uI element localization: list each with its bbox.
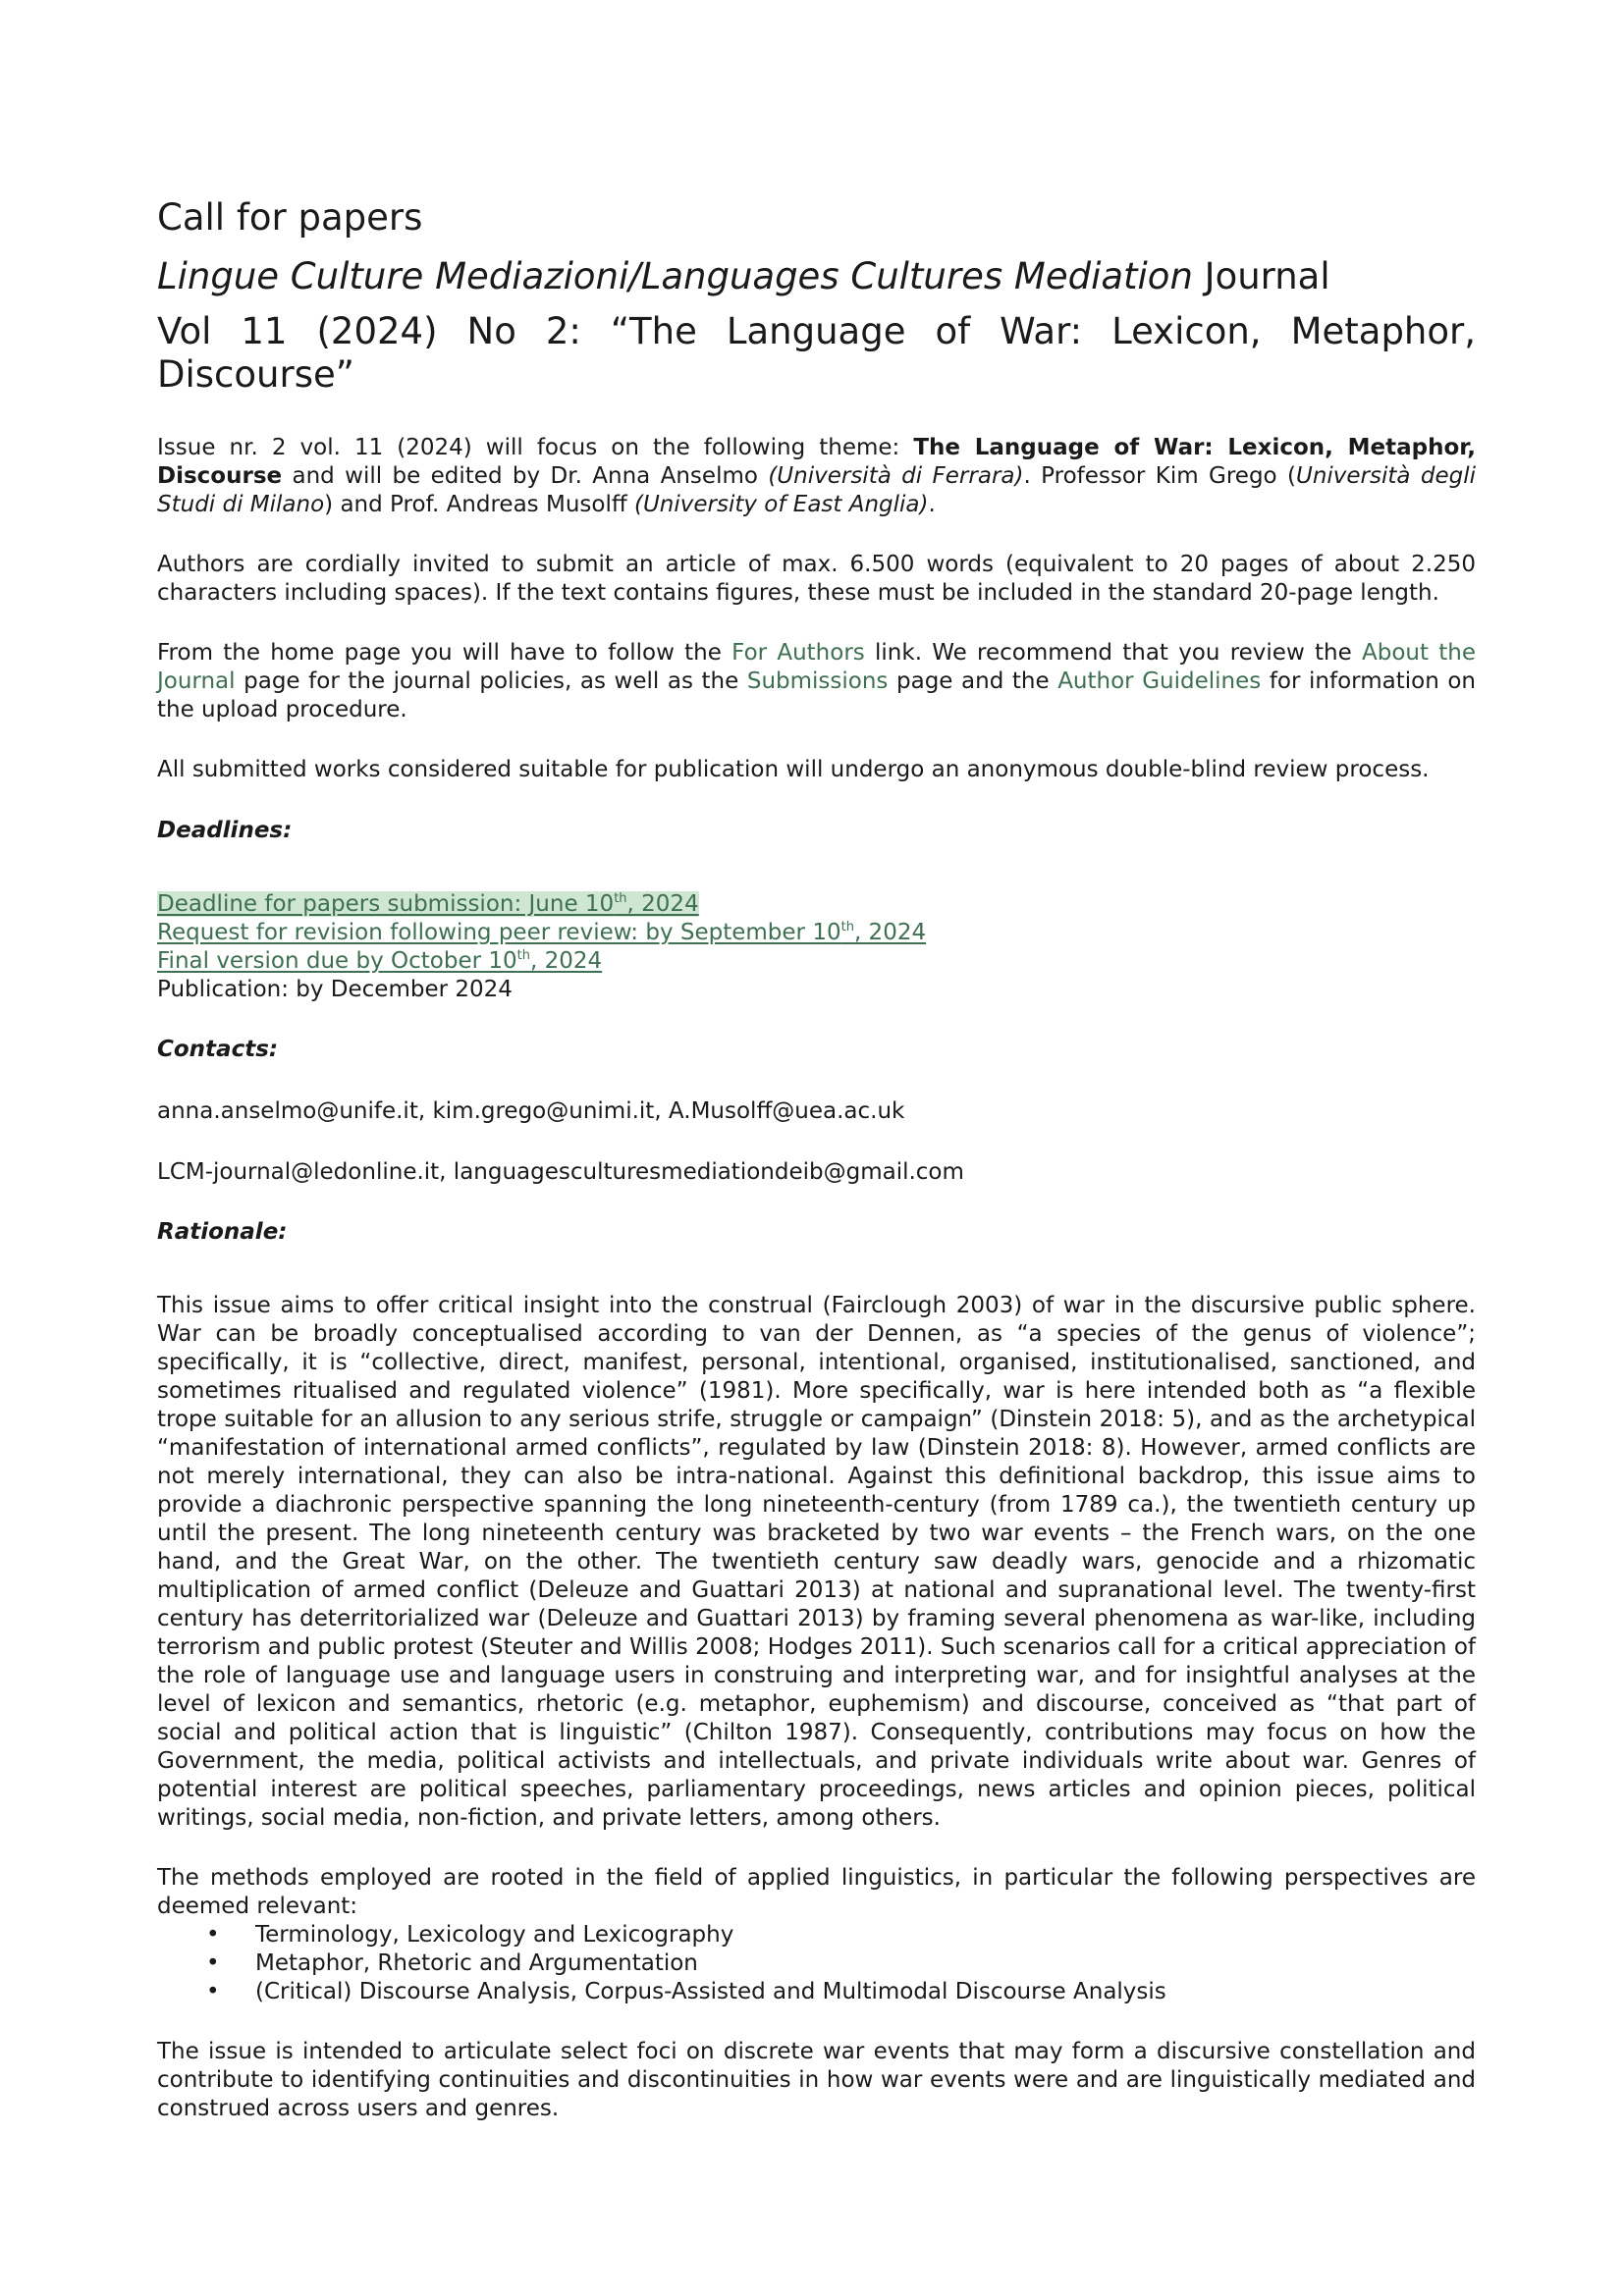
affiliation: Università degli Studi di Milano [157,463,1476,517]
deadline-row [157,890,1476,919]
methods-paragraph: The methods employed are rooted in the field of applied linguistics, in particular the following perspectives are deemed relevant: [157,1865,1476,1919]
links-text: page and the [888,668,1058,694]
links-text: page for the journal policies, as well as the [235,668,747,694]
methods-list [157,1921,1476,2006]
affiliation: (University of East Anglia) [634,492,929,517]
journal-suffix: Journal [1192,255,1330,297]
document-body [157,192,1476,2123]
intro-text: Issue nr. 2 vol. 11 (2024) will focus on the following theme: [157,435,914,460]
deadlines-heading: Deadlines: [157,818,293,843]
list-item [157,1921,1476,1949]
deadline-row [157,919,1476,947]
contacts-line: LCM-journal@ledonline.it, languagesculturesmediationdeib@gmail.com [157,1159,964,1185]
list-item-text: (Critical) Discourse Analysis, Corpus-Assisted and Multimodal Discourse Analysis [255,1979,1166,2004]
deadlines-list [157,890,1476,1004]
bullet-icon: • [206,1979,220,2004]
contacts-line: anna.anselmo@unife.it, kim.grego@unimi.it, A.Musolff@uea.ac.uk [157,1098,905,1124]
intro-text: and will be edited by Dr. Anna Anselmo [282,463,769,489]
publication-date: Publication: by December 2024 [157,977,513,1002]
deadline-revision-link[interactable]: Request for revision following peer review: by September 10th, 2024 [157,920,927,945]
deadline-final-link[interactable]: Final version due by October 10th, 2024 [157,948,603,974]
page-title: Call for papers [157,196,423,239]
intro-text: . Professor Kim Grego ( [1023,463,1296,489]
list-item [157,1978,1476,2006]
rationale-paragraph: This issue aims to offer critical insight into the construal (Fairclough 2003) of war in the discursive public sphere. War can be broadly conceptualised according to van der Dennen, as “a species of the genus of violence”; specifically, it is “collective, direct, manifest, personal, intentional, organised, institutionalised, sanctioned, and sometimes ritualised and regulated violence” (1981). More specifically, war is here intended both as “a flexible trope suitable for an allusion to any serious strife, struggle or campaign” (Dinstein 2018: 5), and as the archetypical “manifestation of international armed conflicts”, regulated by law (Dinstein 2018: 8). However, armed conflicts are not merely international, they can also be intra-national. Against this definitional backdrop, this issue aims to provide a diachronic perspective spanning the long nineteenth-century (from 1789 ca.), the twentieth century up until the present. The long nineteenth century was bracketed by two war events – the French wars, on the one hand, and the Great War, on the other. The twentieth century saw deadly wars, genocide and a rhizomatic multiplication of armed conflict (Deleuze and Guattari 2013) at national and supranational level. The twenty-first century has deterritorialized war (Deleuze and Guattari 2013) by framing several phenomena as war-like, including terrorism and public protest (Steuter and Willis 2008; Hodges 2011). Such scenarios call for a critical appreciation of the role of language use and language users in construing and interpreting war, and for insightful analyses at the level of lexicon and semantics, rhetoric (e.g. metaphor, euphemism) and discourse, conceived as “that part of social and political action that is linguistic” (Chilton 1987). Consequently, contributions may focus on how the Government, the media, political activists and intellectuals, and private individuals write about war. Genres of potential interest are political speeches, parliamentary proceedings, news articles and opinion pieces, political writings, social media, non-fiction, and private letters, among others. [157,1293,1476,1831]
list-item-text: Metaphor, Rhetoric and Argumentation [255,1950,698,1976]
contacts-heading: Contacts: [157,1037,279,1062]
theme-title: The Language of War: Lexicon, Metaphor, Discourse [157,435,1476,489]
affiliation: (Università di Ferrara) [768,463,1024,489]
bullet-icon: • [206,1922,220,1948]
intro-paragraph [157,434,1476,519]
journal-name: Lingue Culture Mediazioni/Languages Cultures Mediation [157,255,1193,297]
author-guidelines-link[interactable]: Author Guidelines [1057,668,1262,694]
submissions-link[interactable]: Submissions [746,668,889,694]
bullet-icon: • [206,1950,220,1976]
links-text: From the home page you will have to follow the [157,640,732,666]
journal-title [157,251,1476,302]
intro-text: ) and Prof. Andreas Musolff [324,492,634,517]
review-paragraph: All submitted works considered suitable for publication will undergo an anonymous double-blind review process. [157,757,1430,782]
deadline-row [157,947,1476,976]
rationale-heading: Rationale: [157,1219,288,1245]
intro-text: . [928,492,936,517]
list-item-text: Terminology, Lexicology and Lexicography [255,1922,734,1948]
links-paragraph [157,639,1476,724]
list-item [157,1949,1476,1978]
closing-paragraph: The issue is intended to articulate select foci on discrete war events that may form a discursive constellation and contribute to identifying continuities and discontinuities in how war events were and are linguistically mediated and construed across users and genres. [157,2039,1476,2121]
about-journal-link[interactable]: About the Journal [157,640,1476,694]
volume-title: Vol 11 (2024) No 2: “The Language of War: Lexicon, Metaphor, Discourse” [157,310,1476,396]
deadline-submission-link[interactable]: Deadline for papers submission: June 10th, 2024 [157,891,699,917]
submission-paragraph: Authors are cordially invited to submit an article of max. 6.500 words (equivalent to 20 pages of about 2.250 characters including spaces). If the text contains figures, these must be included in the standard 20-page length. [157,552,1476,606]
links-text: link. We recommend that you review the [864,640,1362,666]
for-authors-link[interactable]: For Authors [731,640,865,666]
links-text: for information on the upload procedure. [157,668,1476,722]
